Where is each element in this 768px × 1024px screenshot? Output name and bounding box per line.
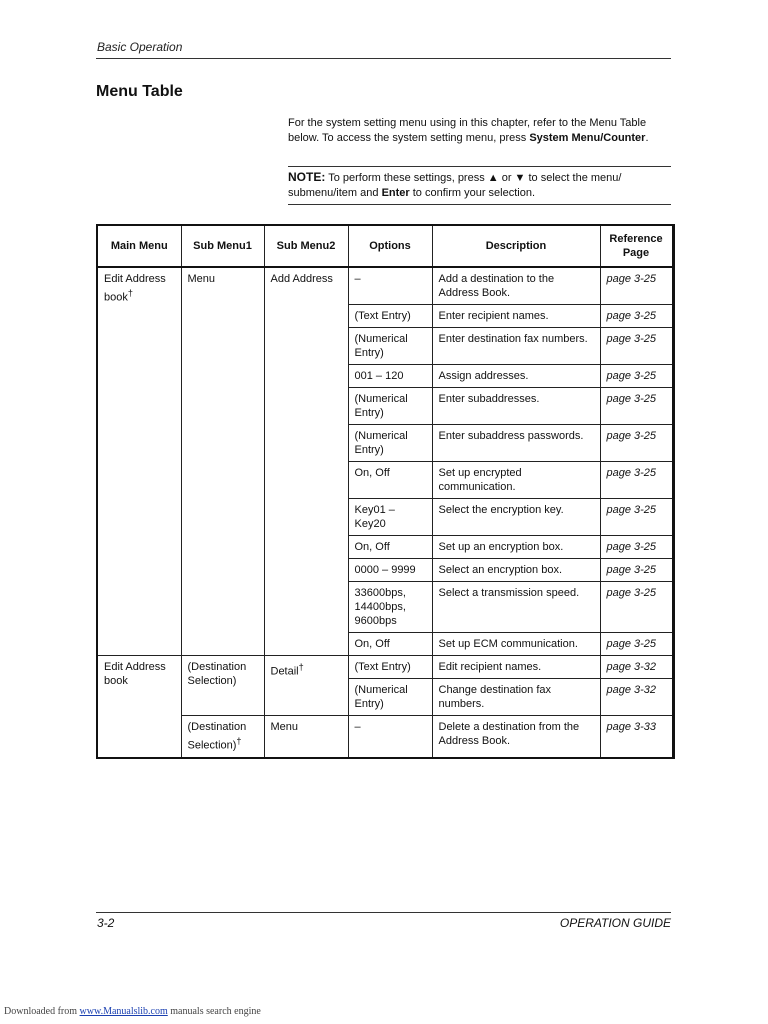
footer-rule: [96, 912, 671, 913]
option-cell: (Numerical Entry): [348, 328, 432, 365]
reference-cell: page 3-32: [600, 679, 673, 716]
table-row: [97, 267, 673, 305]
section-title: Menu Table: [96, 83, 183, 100]
description-cell: Select an encryption box.: [432, 559, 600, 582]
description-cell: Delete a destination from the Address Book.: [432, 716, 600, 758]
reference-cell: page 3-25: [600, 633, 673, 656]
header-sub-menu1: Sub Menu1: [181, 225, 264, 267]
description-cell: Select a transmission speed.: [432, 582, 600, 633]
reference-cell: page 3-25: [600, 582, 673, 633]
reference-cell: page 3-25: [600, 365, 673, 388]
description-cell: Edit recipient names.: [432, 656, 600, 679]
main-menu-text: Edit Address book: [104, 273, 166, 304]
reference-cell: page 3-32: [600, 656, 673, 679]
sub-menu1-cell: (Destination Selection): [181, 656, 264, 716]
menu-table: [96, 224, 675, 759]
reference-cell: page 3-25: [600, 328, 673, 365]
sub-menu1-cell: Menu: [181, 267, 264, 656]
option-cell: –: [348, 716, 432, 758]
note-text-2: to confirm your selection.: [409, 187, 536, 199]
description-cell: Enter recipient names.: [432, 305, 600, 328]
note-bottom-rule: [288, 204, 671, 205]
header-rule: [96, 58, 671, 59]
dagger-mark: †: [236, 736, 242, 746]
guide-title: OPERATION GUIDE: [559, 916, 671, 930]
note-top-rule: [288, 166, 671, 167]
sub-menu2-cell: Menu: [264, 716, 348, 758]
page-number: 3-2: [97, 916, 115, 930]
main-menu-cell: [97, 267, 181, 656]
reference-cell: page 3-25: [600, 462, 673, 499]
running-header: Basic Operation: [97, 40, 183, 54]
option-cell: (Numerical Entry): [348, 425, 432, 462]
header-sub-menu2: Sub Menu2: [264, 225, 348, 267]
option-cell: (Text Entry): [348, 305, 432, 328]
reference-cell: page 3-25: [600, 536, 673, 559]
note-paragraph: [288, 170, 673, 201]
header-options: Options: [348, 225, 432, 267]
description-cell: Set up an encryption box.: [432, 536, 600, 559]
option-cell: On, Off: [348, 462, 432, 499]
intro-text-2: .: [645, 132, 649, 144]
description-cell: Enter subaddress passwords.: [432, 425, 600, 462]
header-reference-page: Reference Page: [600, 225, 673, 267]
table-header-row: [97, 225, 673, 267]
note-label: NOTE:: [288, 170, 326, 184]
reference-cell: page 3-25: [600, 559, 673, 582]
description-cell: Enter subaddresses.: [432, 388, 600, 425]
download-suffix: manuals search engine: [167, 1006, 261, 1017]
option-cell: (Numerical Entry): [348, 388, 432, 425]
option-cell: 0000 – 9999: [348, 559, 432, 582]
option-cell: On, Off: [348, 536, 432, 559]
intro-key-name: System Menu/Counter: [529, 132, 646, 144]
intro-text-1: For the system setting menu using in this chapter, refer to the Menu Table below. To access the system setting menu, press: [288, 117, 647, 144]
option-cell: (Text Entry): [348, 656, 432, 679]
description-cell: Select the encryption key.: [432, 499, 600, 536]
option-cell: On, Off: [348, 633, 432, 656]
download-prefix: Downloaded from: [4, 1006, 80, 1017]
reference-cell: page 3-25: [600, 388, 673, 425]
manualslib-link[interactable]: www.Manualslib.com: [79, 1006, 168, 1017]
sub-menu1-cell: [181, 716, 264, 758]
download-credit: [4, 1006, 261, 1017]
option-cell: Key01 – Key20: [348, 499, 432, 536]
option-cell: 001 – 120: [348, 365, 432, 388]
sub-menu1-text: (Destination Selection): [187, 721, 247, 752]
description-cell: Set up ECM communication.: [432, 633, 600, 656]
note-text-1: To perform these settings, press ▲ or ▼ to select the menu/ submenu/item and: [288, 172, 622, 199]
description-cell: Assign addresses.: [432, 365, 600, 388]
dagger-mark: †: [127, 288, 133, 298]
sub-menu2-cell: [264, 656, 348, 716]
sub-menu2-text: Detail: [270, 665, 299, 678]
description-cell: Add a destination to the Address Book.: [432, 267, 600, 305]
main-menu-cell: Edit Address book: [97, 656, 181, 758]
reference-cell: page 3-25: [600, 305, 673, 328]
header-description: Description: [432, 225, 600, 267]
option-cell: –: [348, 267, 432, 305]
option-cell: 33600bps, 14400bps, 9600bps: [348, 582, 432, 633]
reference-cell: page 3-25: [600, 425, 673, 462]
sub-menu2-cell: Add Address: [264, 267, 348, 656]
table-row: [97, 716, 673, 758]
description-cell: Set up encrypted communication.: [432, 462, 600, 499]
option-cell: (Numerical Entry): [348, 679, 432, 716]
reference-cell: page 3-25: [600, 499, 673, 536]
table-row: [97, 656, 673, 679]
dagger-mark: †: [298, 662, 304, 672]
note-key-name: Enter: [381, 187, 410, 199]
intro-paragraph: [288, 116, 673, 146]
header-main-menu: Main Menu: [97, 225, 181, 267]
reference-cell: page 3-25: [600, 267, 673, 305]
description-cell: Change destination fax numbers.: [432, 679, 600, 716]
reference-cell: page 3-33: [600, 716, 673, 758]
description-cell: Enter destination fax numbers.: [432, 328, 600, 365]
